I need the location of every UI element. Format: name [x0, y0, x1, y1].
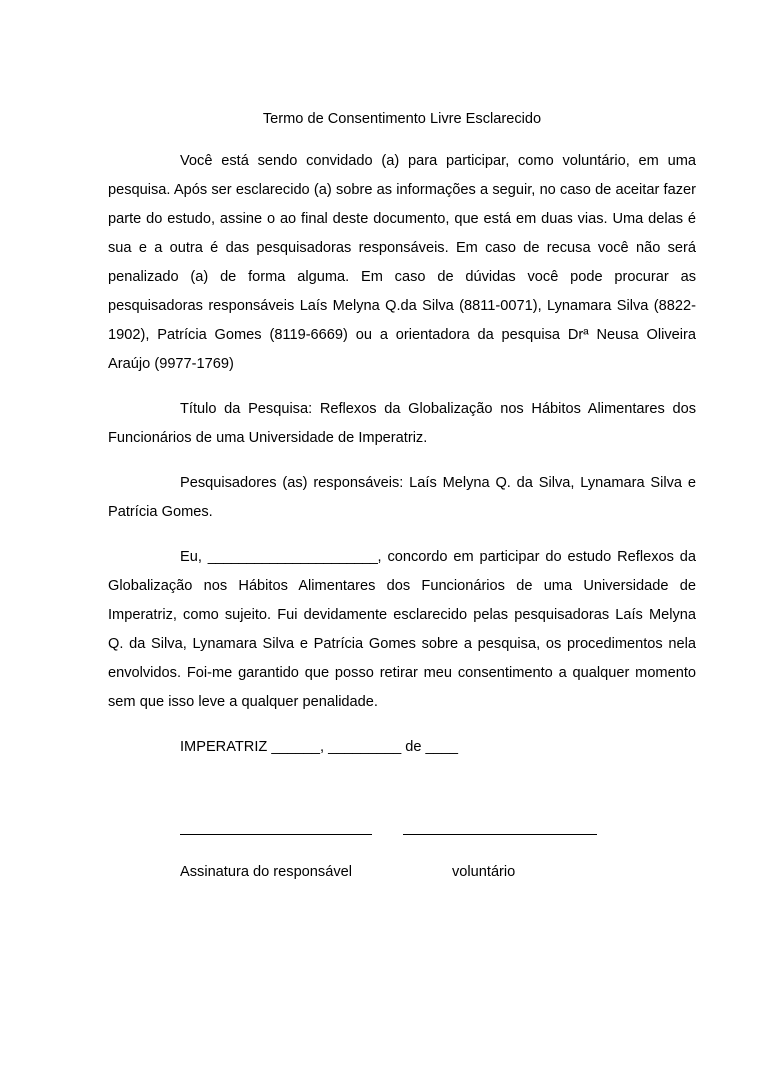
paragraph-intro: Você está sendo convidado (a) para participar, como voluntário, em uma pesquisa. Após ser esclarecido (a) sobre as informações a seguir, no caso de aceitar fazer parte do estudo, assine o ao final deste documento, que está em duas vias. Uma delas é sua e a outra é das pesquisadoras responsáveis. Em caso de recusa você não será penalizado (a) de forma alguma. Em caso de dúvidas você pode procurar as pesquisadoras responsáveis Laís Melyna Q.da Silva (8811-0071), Lynamara Silva (8822-1902), Patrícia Gomes (8119-6669) ou a orientadora da pesquisa Drª Neusa Oliveira Araújo (9977-1769) — [108, 153, 696, 372]
signature-rules — [108, 824, 696, 844]
document-body — [108, 108, 696, 892]
page-title: Termo de Consentimento Livre Esclarecido — [262, 111, 542, 127]
paragraph-consent — [108, 543, 696, 717]
paragraph-researchers: Pesquisadores (as) responsáveis: Laís Melyna Q. da Silva, Lynamara Silva e Patrícia Gomes. — [108, 475, 696, 520]
signature-line-volunteer[interactable] — [403, 834, 597, 835]
signature-block — [108, 824, 696, 892]
date-location-line[interactable]: IMPERATRIZ ______, _________ de ____ — [180, 739, 459, 755]
consent-prefix-text: Eu, — [180, 549, 208, 565]
consent-suffix-text: , concordo em participar do estudo Reflexos da Globalização nos Hábitos Alimentares dos Funcionários de uma Universidade de Imperatriz, como sujeito. Fui devidamente esclarecido pelas pesquisadoras Laís Melyna Q. da Silva, Lynamara Silva e Patrícia Gomes sobre a pesquisa, os procedimentos nela envolvidos. Foi-me garantido que posso retirar meu consentimento a qualquer momento sem que isso leve a qualquer penalidade. — [108, 549, 696, 710]
signature-label-volunteer: voluntário — [452, 864, 516, 880]
signature-label-responsible: Assinatura do responsável — [180, 864, 352, 880]
paragraph-research-title: Título da Pesquisa: Reflexos da Globalização nos Hábitos Alimentares dos Funcionários de uma Universidade de Imperatriz. — [108, 401, 696, 446]
consent-name-blank[interactable]: ______________________ — [207, 549, 378, 565]
signature-line-responsible[interactable] — [180, 834, 372, 835]
